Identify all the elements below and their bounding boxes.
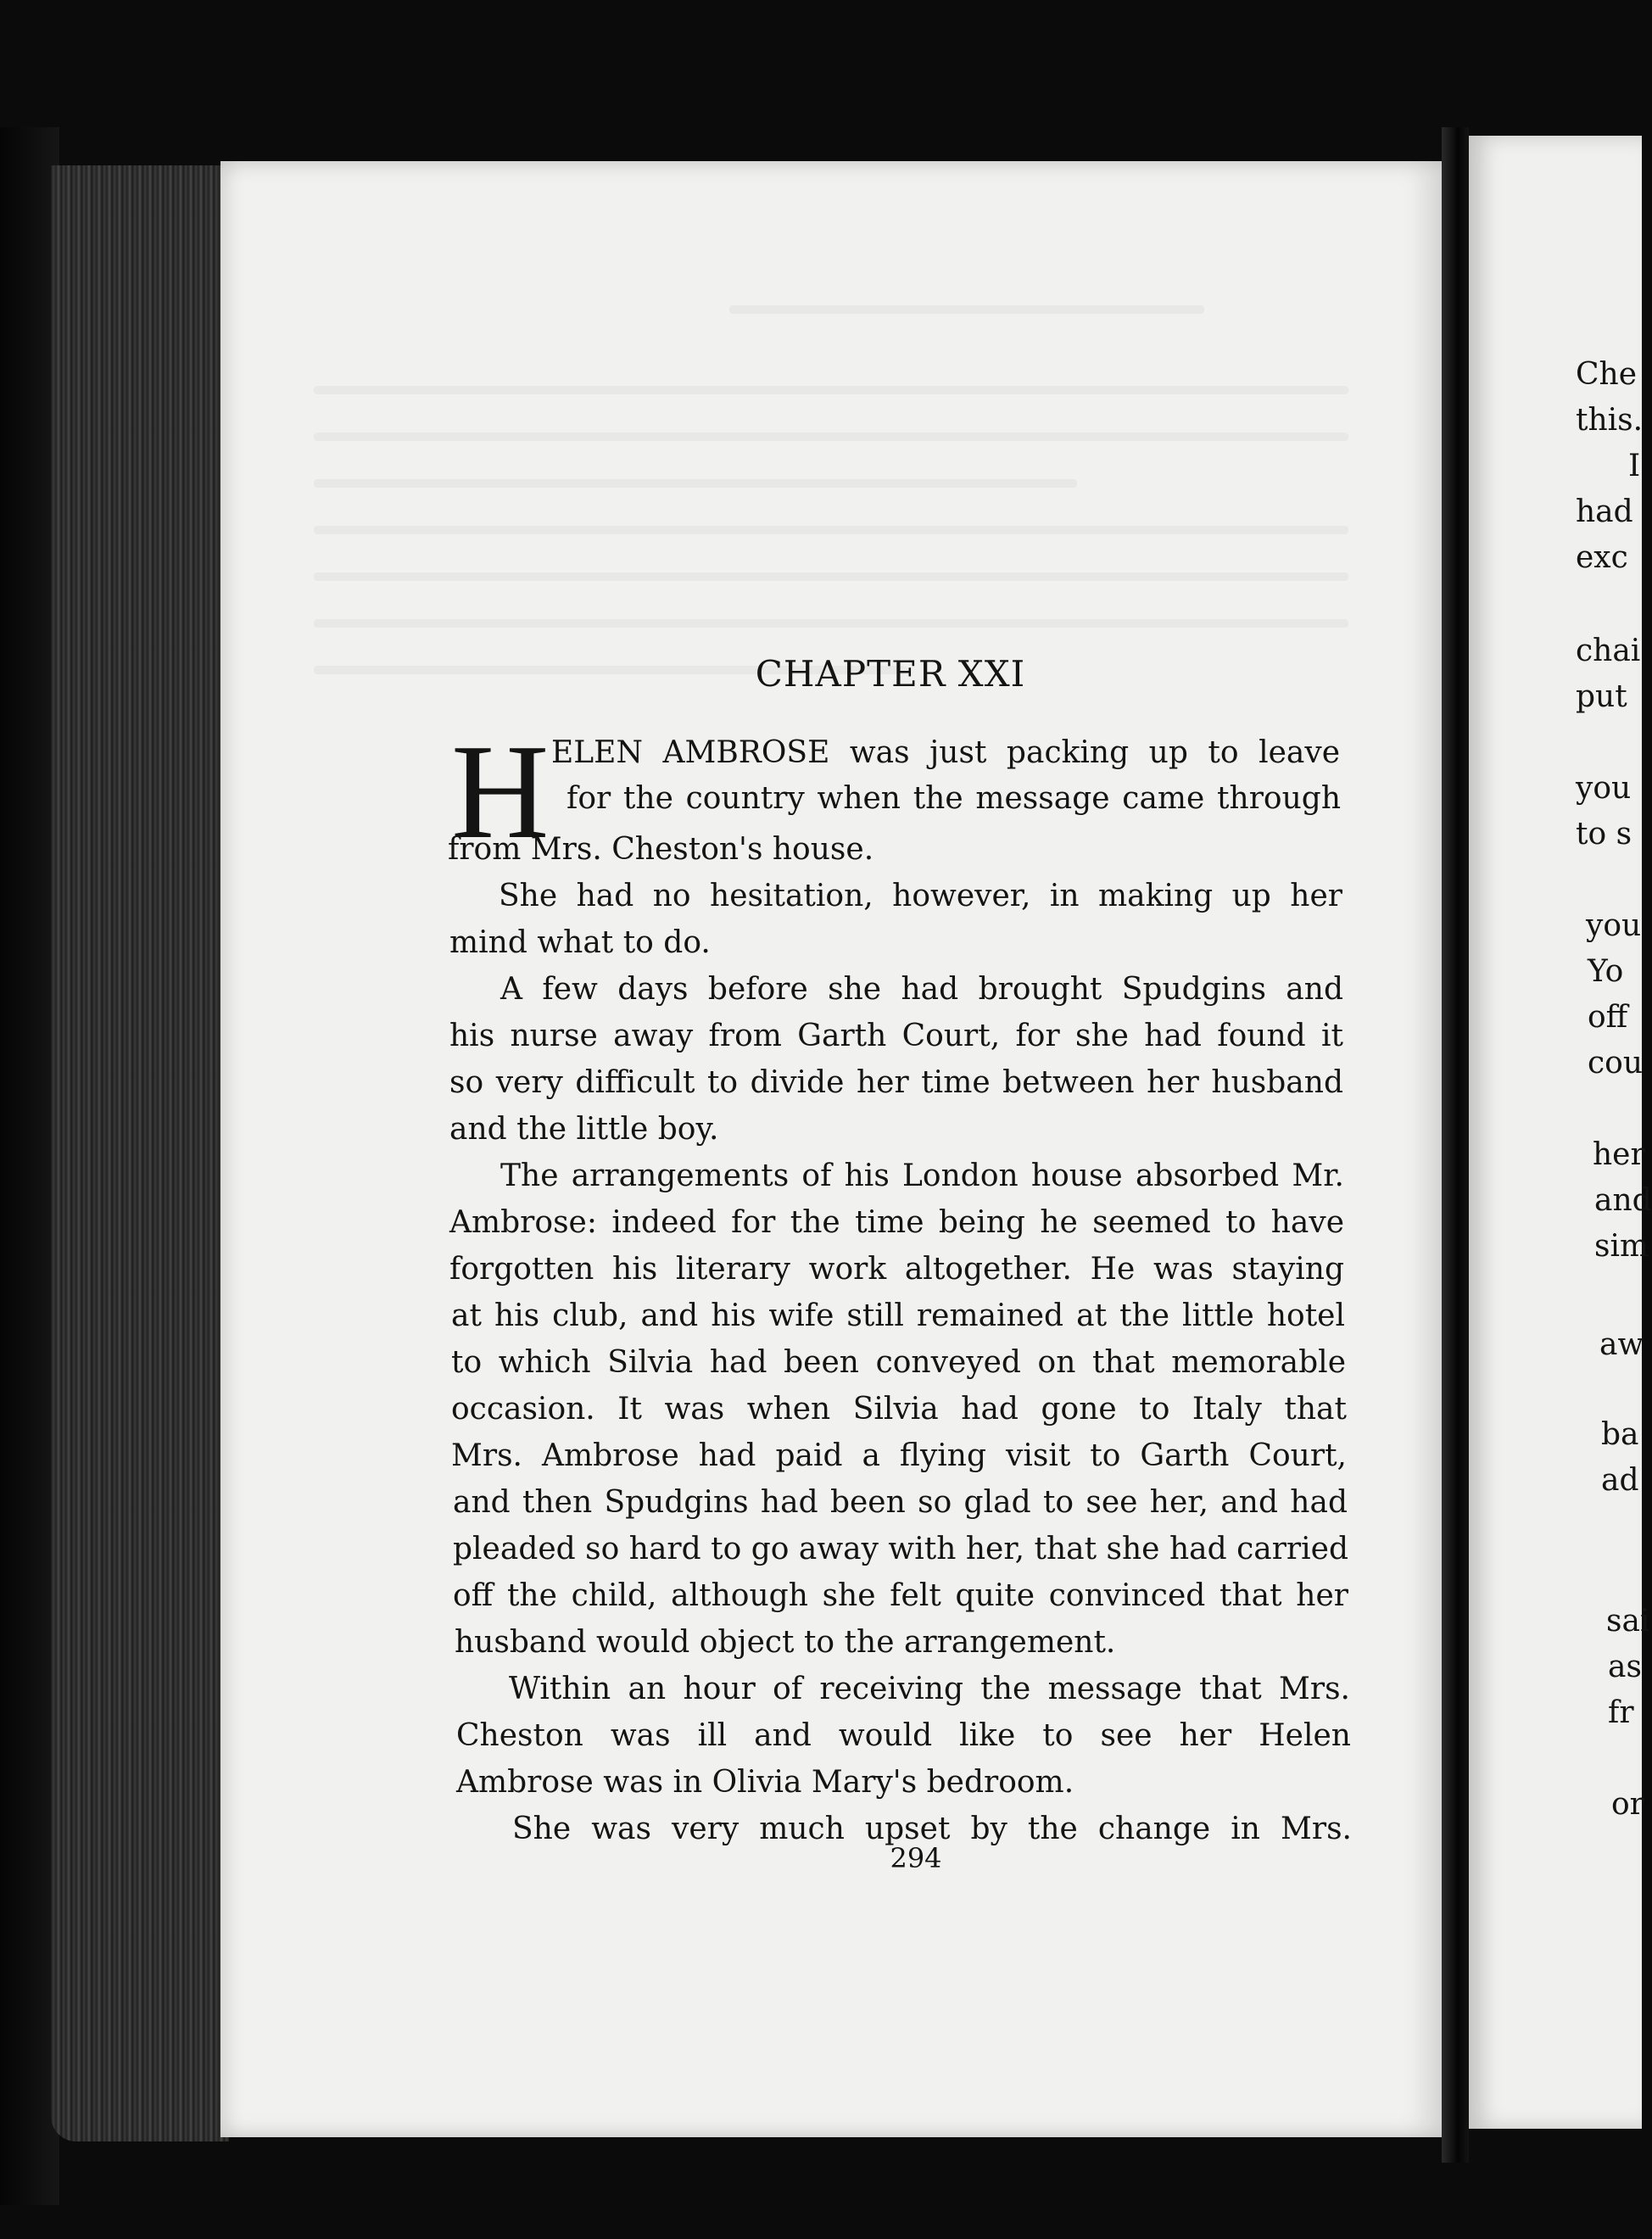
right-page-text-fragment: off — [1588, 1000, 1628, 1035]
right-page-text-fragment: to s — [1576, 817, 1632, 851]
right-page-text-fragment: her — [1593, 1137, 1645, 1172]
right-page-text-fragment: cou — [1588, 1046, 1644, 1080]
bleed-through-line — [314, 433, 1348, 441]
right-page-text-fragment: you — [1576, 771, 1632, 806]
right-page-text-fragment: had — [1576, 494, 1633, 529]
text-line: ELEN AMBROSE was just packing up to leave — [551, 735, 1340, 770]
right-page-text-fragment: you — [1586, 908, 1642, 943]
right-page-text-fragment: exc — [1576, 540, 1628, 575]
bleed-through-line — [729, 305, 1204, 314]
right-page-text-fragment: and — [1594, 1183, 1652, 1218]
text-line: off the child, although she felt quite convinced that her — [453, 1578, 1348, 1613]
text-line: Within an hour of receiving the message that Mrs. — [509, 1672, 1350, 1706]
text-line: Ambrose was in Olivia Mary's bedroom. — [456, 1765, 1074, 1800]
text-line: Mrs. Ambrose had paid a flying visit to Garth Court, — [451, 1438, 1347, 1473]
right-page-text-fragment: fr — [1608, 1695, 1634, 1730]
bleed-through-line — [314, 526, 1348, 534]
text-line: Cheston was ill and would like to see her Helen — [456, 1718, 1351, 1753]
text-line: his nurse away from Garth Court, for she had found it — [449, 1019, 1343, 1053]
right-page-text-fragment: or — [1611, 1787, 1644, 1822]
chapter-title: CHAPTER XXI — [755, 653, 1026, 695]
text-line: forgotten his literary work altogether. He was staying — [449, 1252, 1344, 1287]
right-page-text-fragment: ba — [1601, 1417, 1639, 1452]
bleed-through-line — [314, 572, 1348, 581]
bleed-through-line — [314, 479, 1077, 488]
right-page-text-fragment: sim — [1594, 1229, 1649, 1264]
right-page-text-fragment: I — [1628, 449, 1641, 483]
text-line: so very difficult to divide her time between her husband — [449, 1065, 1343, 1100]
text-line: husband would object to the arrangement. — [455, 1625, 1116, 1660]
text-line: and the little boy. — [449, 1112, 719, 1147]
text-line: occasion. It was when Silvia had gone to Italy that — [451, 1392, 1347, 1427]
page-number: 294 — [890, 1842, 942, 1874]
text-line: She was very much upset by the change in Mrs. — [512, 1812, 1352, 1846]
bleed-through-line — [314, 386, 1348, 394]
right-page-text-fragment: Che — [1576, 357, 1638, 392]
text-line: A few days before she had brought Spudgins and — [500, 972, 1343, 1007]
text-line: pleaded so hard to go away with her, that she had carried — [453, 1532, 1348, 1566]
right-page-text-fragment: put — [1576, 679, 1627, 714]
text-line: from Mrs. Cheston's house. — [448, 832, 874, 867]
right-page-text-fragment: this. — [1576, 403, 1644, 438]
drop-cap: H — [451, 716, 550, 867]
text-line: Ambrose: indeed for the time being he seemed to have — [449, 1205, 1344, 1240]
text-line: and then Spudgins had been so glad to see her, and had — [453, 1485, 1348, 1520]
right-page-text-fragment: ad — [1601, 1463, 1639, 1498]
bleed-through-line — [314, 619, 1348, 628]
text-line: mind what to do. — [449, 925, 711, 960]
right-page-text-fragment: chai — [1576, 634, 1641, 668]
book-gutter — [1442, 127, 1469, 2163]
text-line: to which Silvia had been conveyed on that memorable — [451, 1345, 1346, 1380]
right-page-text-fragment: sai — [1606, 1604, 1650, 1639]
right-page-text-fragment: Yo — [1588, 954, 1624, 989]
right-page-text-fragment: as — [1608, 1650, 1642, 1684]
text-line: The arrangements of his London house absorbed Mr. — [500, 1159, 1344, 1193]
book-page-edges — [51, 165, 229, 2141]
text-line: for the country when the message came through — [566, 781, 1341, 816]
text-line: She had no hesitation, however, in making up her — [499, 879, 1342, 913]
text-line: at his club, and his wife still remained at the little hotel — [451, 1298, 1345, 1333]
right-page-text-fragment: aw — [1599, 1327, 1644, 1362]
